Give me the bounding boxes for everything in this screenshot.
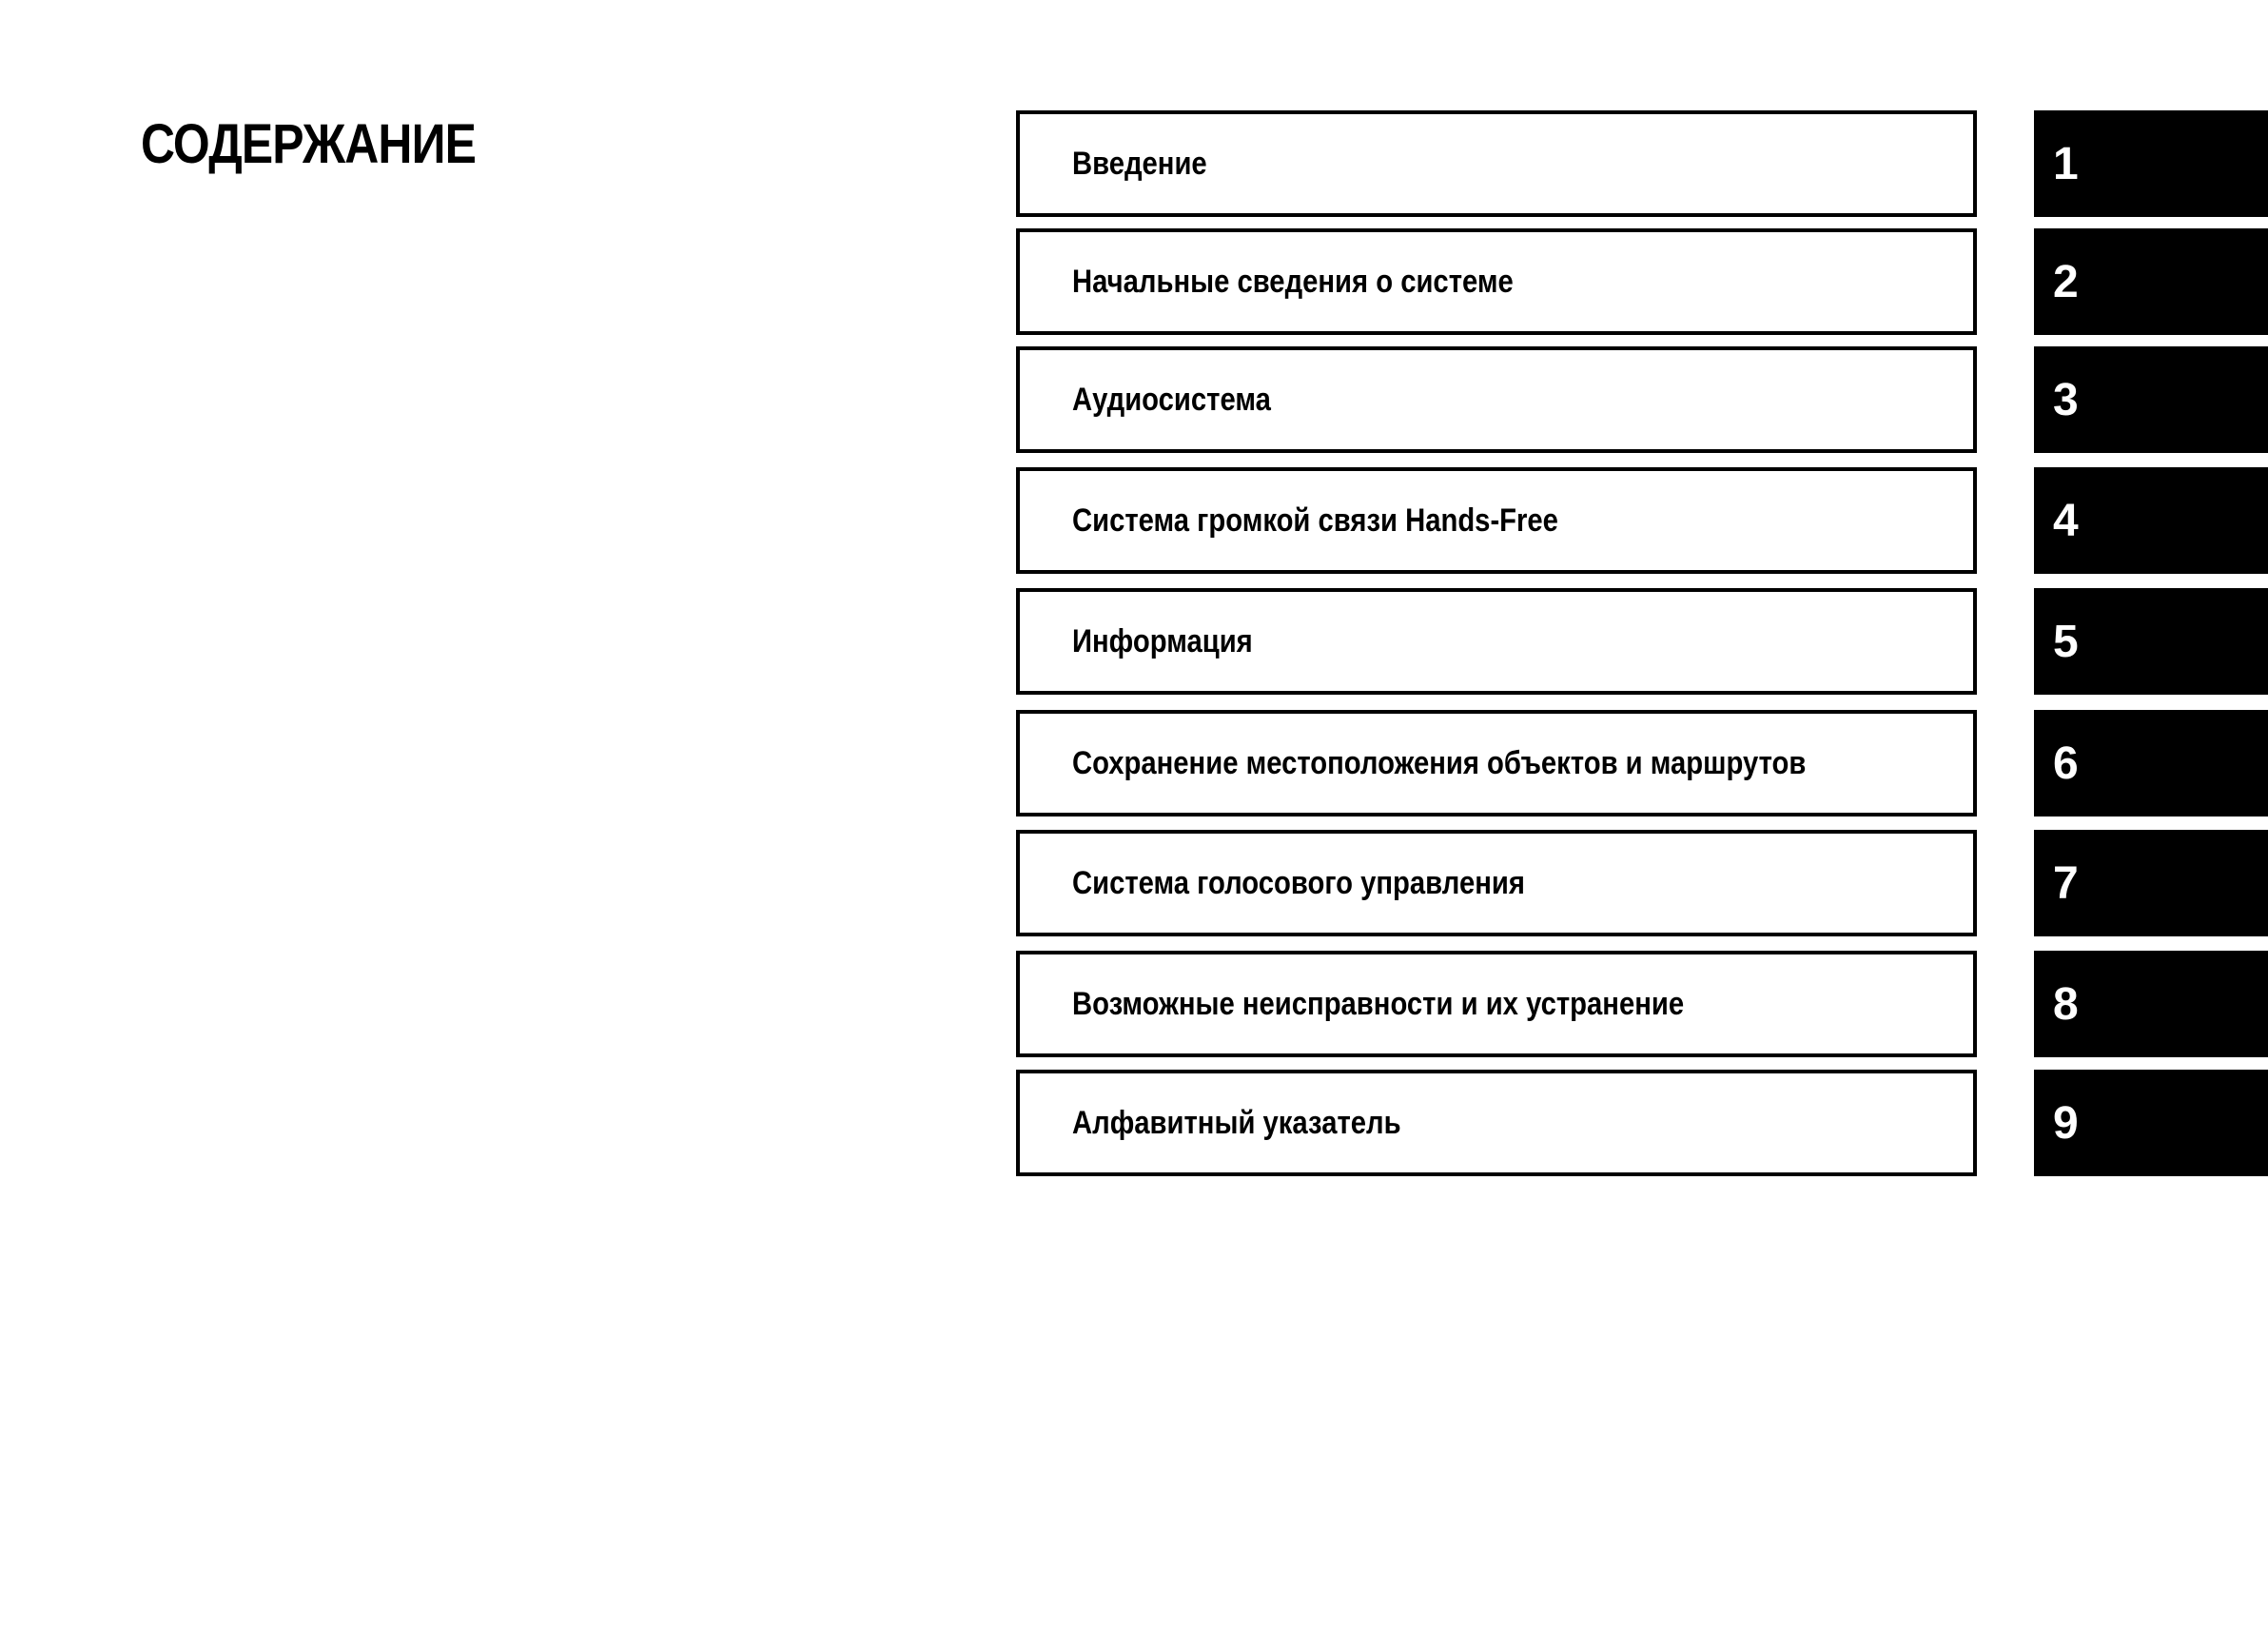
toc-item-index[interactable] xyxy=(1016,1070,1977,1176)
toc-item-label: Сохранение местоположения объектов и маршрутов xyxy=(1072,744,1807,781)
toc-row-9 xyxy=(0,1070,2268,1176)
toc-row-1 xyxy=(0,110,2268,217)
section-tab-6[interactable] xyxy=(2034,710,2268,816)
toc-row-2 xyxy=(0,228,2268,335)
toc-item-label: Возможные неисправности и их устранение xyxy=(1072,985,1685,1022)
toc-item-label: Информация xyxy=(1072,622,1253,659)
section-tab-number: 7 xyxy=(2053,857,2079,909)
section-tab-4[interactable] xyxy=(2034,467,2268,574)
section-tab-number: 8 xyxy=(2053,978,2079,1030)
toc-item-getting-started[interactable] xyxy=(1016,228,1977,335)
toc-item-label: Аудиосистема xyxy=(1072,381,1271,418)
section-tab-9[interactable] xyxy=(2034,1070,2268,1176)
toc-row-6 xyxy=(0,710,2268,816)
section-tab-number: 2 xyxy=(2053,256,2079,307)
section-tab-1[interactable] xyxy=(2034,110,2268,217)
toc-row-3 xyxy=(0,346,2268,453)
toc-item-label: Введение xyxy=(1072,145,1207,182)
toc-item-information[interactable] xyxy=(1016,588,1977,695)
toc-row-7 xyxy=(0,830,2268,936)
section-tab-number: 9 xyxy=(2053,1097,2079,1149)
toc-item-saved-locations[interactable] xyxy=(1016,710,1977,816)
section-tab-number: 6 xyxy=(2053,738,2079,789)
toc-item-hands-free[interactable] xyxy=(1016,467,1977,574)
section-tab-5[interactable] xyxy=(2034,588,2268,695)
toc-item-introduction[interactable] xyxy=(1016,110,1977,217)
section-tab-number: 3 xyxy=(2053,374,2079,425)
toc-item-label: Алфавитный указатель xyxy=(1072,1104,1401,1141)
toc-item-voice-control[interactable] xyxy=(1016,830,1977,936)
toc-item-troubleshooting[interactable] xyxy=(1016,951,1977,1057)
toc-row-5 xyxy=(0,588,2268,695)
toc-row-4 xyxy=(0,467,2268,574)
section-tab-number: 4 xyxy=(2053,495,2079,546)
section-tab-8[interactable] xyxy=(2034,951,2268,1057)
toc-item-label: Система громкой связи Hands-Free xyxy=(1072,502,1558,539)
toc-item-label: Начальные сведения о системе xyxy=(1072,263,1514,300)
section-tab-2[interactable] xyxy=(2034,228,2268,335)
toc-item-audio-system[interactable] xyxy=(1016,346,1977,453)
section-tab-number: 1 xyxy=(2053,138,2079,189)
section-tab-7[interactable] xyxy=(2034,830,2268,936)
section-tab-number: 5 xyxy=(2053,616,2079,667)
section-tab-3[interactable] xyxy=(2034,346,2268,453)
toc-row-8 xyxy=(0,951,2268,1057)
toc-item-label: Система голосового управления xyxy=(1072,864,1525,901)
page-title: СОДЕРЖАНИЕ xyxy=(141,113,476,175)
